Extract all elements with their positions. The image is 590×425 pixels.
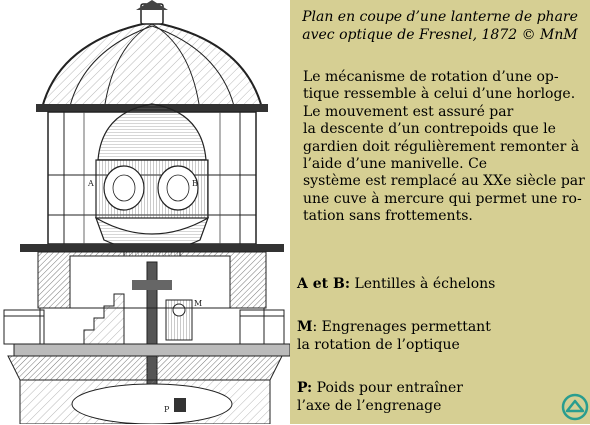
mountain-circle-logo-icon [561, 393, 589, 421]
legend-lenses-key: A et B: [297, 276, 350, 292]
label-p: P [164, 405, 170, 414]
legend-weight-key: P: [297, 380, 313, 396]
legend-gears-key: M [297, 319, 313, 335]
legend-lenses [297, 275, 517, 293]
lighthouse-engraving [0, 0, 290, 424]
body-line: gardien doit régulièrement remonter à [303, 138, 580, 155]
label-m: M [194, 299, 203, 308]
body-line: Le mécanisme de rotation d’une op- [303, 69, 559, 85]
figure-caption: Plan en coupe d’une lanterne de phare avec optique de Fresnel, 1872 © MnM [302, 9, 578, 43]
legend-weight-text-2: l’axe de l’engrenage [297, 398, 442, 414]
body-line: l’aide d’une manivelle. Ce [303, 156, 488, 173]
legend-weight-text: Poids pour entraîner [312, 380, 463, 396]
legend-lenses-text: Lentilles à échelons [350, 276, 496, 292]
legend-gears [297, 318, 517, 354]
body-line: tation sans frottements. [303, 208, 473, 225]
body-line: système est remplacé au XXe siècle par [303, 173, 585, 190]
body-paragraph [303, 69, 587, 226]
legend-gears-text-2: la rotation de l’optique [297, 337, 460, 353]
body-line: Le mouvement est assuré par [303, 103, 514, 120]
lighthouse-cross-section-drawing [0, 0, 290, 424]
body-line: la descente d’un contrepoids que le [303, 121, 556, 138]
body-line: tique ressemble à celui d’une horloge. [303, 86, 576, 103]
legend-weight [297, 379, 517, 415]
legend-gears-text: : Engrenages permettant [312, 319, 491, 335]
label-b: B [192, 179, 198, 188]
label-a: A [88, 179, 94, 188]
body-line: une cuve à mercure qui permet une ro- [303, 190, 582, 207]
